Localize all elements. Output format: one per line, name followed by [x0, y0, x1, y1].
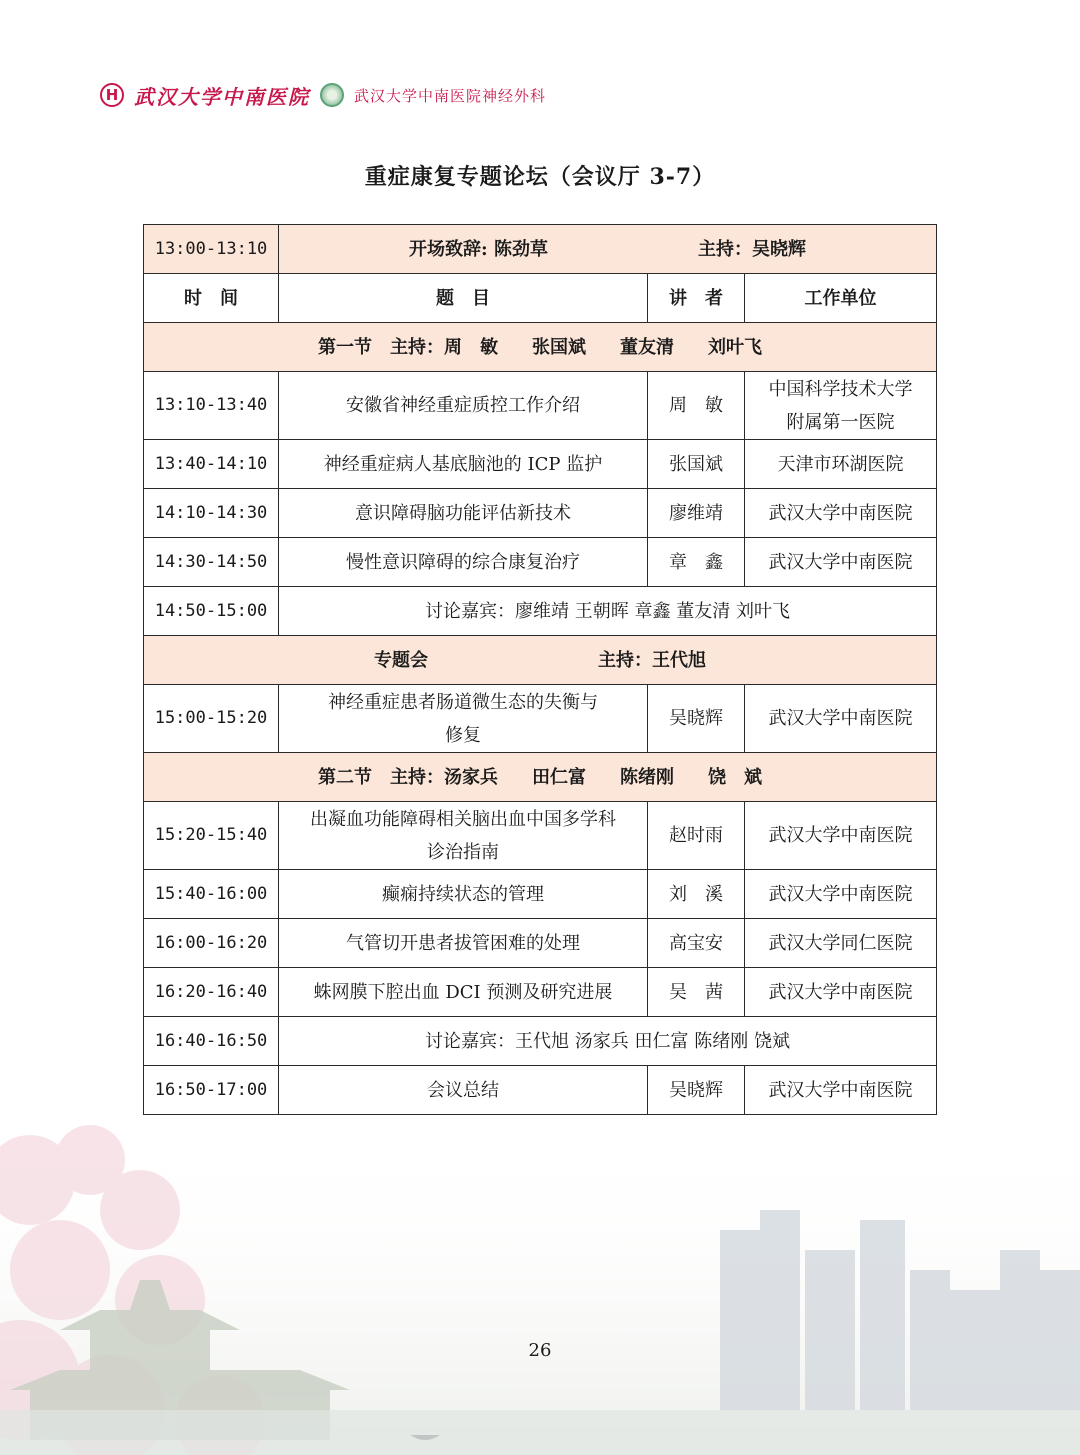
- table-row: [144, 440, 937, 489]
- topic-cell: 蛛网膜下腔出血 DCI 预测及研究进展: [279, 968, 648, 1017]
- section2-host: 饶 斌: [708, 766, 763, 788]
- topic-cell: [279, 685, 648, 753]
- section2-label: 第二节 主持：: [318, 766, 445, 788]
- time-cell: 16:00-16:20: [144, 919, 279, 968]
- time-cell: 13:10-13:40: [144, 372, 279, 440]
- table-row: [144, 489, 937, 538]
- speaker-cell: 章 鑫: [648, 538, 745, 587]
- discussion-cell: 讨论嘉宾：王代旭 汤家兵 田仁富 陈绪刚 饶斌: [279, 1017, 937, 1066]
- special-label: 专题会: [374, 649, 429, 671]
- unit-line: 中国科学技术大学: [768, 378, 913, 400]
- speaker-cell: 廖维靖: [648, 489, 745, 538]
- department-logo-icon: [320, 83, 344, 107]
- page-title: 重症康复专题论坛（会议厅 3-7）: [364, 164, 716, 190]
- topic-cell: 神经重症病人基底脑池的 ICP 监护: [279, 440, 648, 489]
- time-cell: 15:40-16:00: [144, 870, 279, 919]
- section2-host: 汤家兵: [444, 766, 499, 788]
- opening-row: [144, 225, 937, 274]
- col-header-unit: 工作单位: [745, 274, 937, 323]
- unit-cell: [745, 372, 937, 440]
- topic-cell: [279, 802, 648, 870]
- special-header: [144, 636, 937, 685]
- speaker-cell: 吴 茜: [648, 968, 745, 1017]
- topic-line: 神经重症患者肠道微生态的失衡与: [328, 691, 598, 713]
- special-host: 主持：王代旭: [598, 649, 707, 671]
- table-row: [144, 802, 937, 870]
- col-header-time: 时 间: [144, 274, 279, 323]
- speaker-cell: 吴晓辉: [648, 685, 745, 753]
- hospital-logo-icon: H: [100, 83, 124, 107]
- topic-cell: 会议总结: [279, 1066, 648, 1115]
- time-cell: 15:00-15:20: [144, 685, 279, 753]
- section2-host: 陈绪刚: [620, 766, 675, 788]
- time-cell: 14:10-14:30: [144, 489, 279, 538]
- time-cell: 16:50-17:00: [144, 1066, 279, 1115]
- section1-host: 张国斌: [532, 336, 587, 358]
- unit-cell: 武汉大学中南医院: [745, 538, 937, 587]
- unit-line: 附属第一医院: [786, 411, 895, 433]
- table-row: [144, 919, 937, 968]
- table-row: [144, 538, 937, 587]
- unit-cell: 武汉大学中南医院: [745, 489, 937, 538]
- section1-host: 董友清: [620, 336, 675, 358]
- speaker-cell: 吴晓辉: [648, 1066, 745, 1115]
- topic-line: 出凝血功能障碍相关脑出血中国多学科: [310, 808, 616, 830]
- unit-cell: 武汉大学同仁医院: [745, 919, 937, 968]
- section1-header-row: [144, 323, 937, 372]
- topic-cell: 意识障碍脑功能评估新技术: [279, 489, 648, 538]
- topic-cell: 气管切开患者拔管困难的处理: [279, 919, 648, 968]
- unit-cell: 武汉大学中南医院: [745, 685, 937, 753]
- time-cell: 15:20-15:40: [144, 802, 279, 870]
- speaker-cell: 高宝安: [648, 919, 745, 968]
- speaker-cell: 赵时雨: [648, 802, 745, 870]
- opening-speech: 开场致辞: 陈劲草: [409, 238, 548, 260]
- speaker-cell: 张国斌: [648, 440, 745, 489]
- topic-cell: 安徽省神经重症质控工作介绍: [279, 372, 648, 440]
- col-header-speaker: 讲 者: [648, 274, 745, 323]
- discussion-row: [144, 587, 937, 636]
- unit-cell: 武汉大学中南医院: [745, 802, 937, 870]
- department-name: 武汉大学中南医院神经外科: [354, 86, 547, 105]
- section2-host: 田仁富: [532, 766, 587, 788]
- topic-cell: 癫痫持续状态的管理: [279, 870, 648, 919]
- speaker-cell: 刘 溪: [648, 870, 745, 919]
- table-row: [144, 372, 937, 440]
- time-cell: 16:20-16:40: [144, 968, 279, 1017]
- schedule-table: [143, 224, 937, 1115]
- speaker-cell: 周 敏: [648, 372, 745, 440]
- opening-cell: [279, 225, 937, 274]
- discussion-row: [144, 1017, 937, 1066]
- opening-host: 主持：吴晓辉: [697, 238, 806, 260]
- table-row: [144, 870, 937, 919]
- time-cell: 13:40-14:10: [144, 440, 279, 489]
- time-cell: 16:40-16:50: [144, 1017, 279, 1066]
- section1-label: 第一节 主持：: [318, 336, 445, 358]
- topic-line: 诊治指南: [427, 841, 499, 863]
- table-row: [144, 685, 937, 753]
- hospital-name: 武汉大学中南医院: [134, 84, 310, 109]
- time-cell: 14:30-14:50: [144, 538, 279, 587]
- unit-cell: 武汉大学中南医院: [745, 870, 937, 919]
- page-header: [100, 80, 546, 110]
- col-header-topic: 题 目: [279, 274, 648, 323]
- topic-line: 修复: [445, 724, 481, 746]
- section1-header: [144, 323, 937, 372]
- time-cell: 14:50-15:00: [144, 587, 279, 636]
- closing-row: [144, 1066, 937, 1115]
- page-number: 26: [528, 1340, 552, 1361]
- topic-cell: 慢性意识障碍的综合康复治疗: [279, 538, 648, 587]
- unit-cell: 武汉大学中南医院: [745, 1066, 937, 1115]
- special-header-row: [144, 636, 937, 685]
- time-cell: 13:00-13:10: [144, 225, 279, 274]
- section2-header: [144, 753, 937, 802]
- background-scenery: [0, 1120, 1080, 1455]
- table-row: [144, 968, 937, 1017]
- section2-header-row: [144, 753, 937, 802]
- section1-host: 刘叶飞: [708, 336, 763, 358]
- unit-cell: 天津市环湖医院: [745, 440, 937, 489]
- discussion-cell: 讨论嘉宾：廖维靖 王朝晖 章鑫 董友清 刘叶飞: [279, 587, 937, 636]
- section1-host: 周 敏: [444, 336, 499, 358]
- unit-cell: 武汉大学中南医院: [745, 968, 937, 1017]
- column-header-row: [144, 274, 937, 323]
